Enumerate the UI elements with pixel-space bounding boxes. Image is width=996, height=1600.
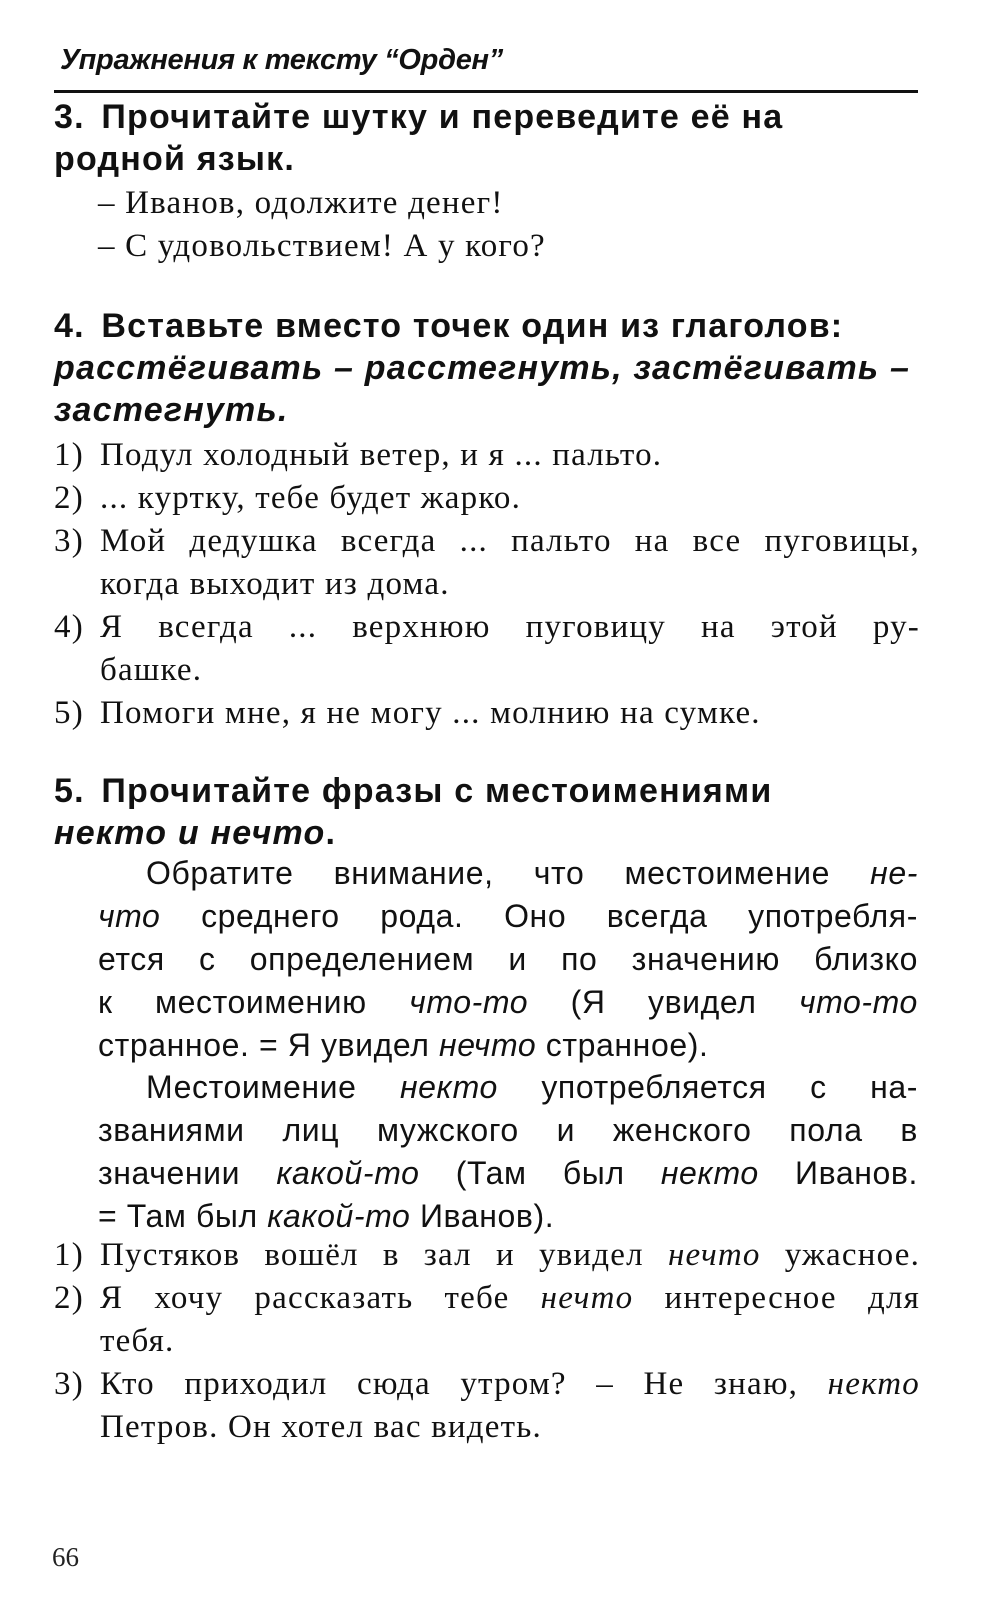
item-text-line-2: когда выходит из дома.	[100, 566, 450, 602]
item-number: 5)	[54, 695, 84, 731]
text-run: Не знаю,	[643, 1366, 799, 1402]
exercise-3-heading-line-2: родной язык.	[54, 140, 295, 178]
text-run: (Я увидел	[570, 984, 757, 1020]
item-text: ... куртку, тебе будет жарко.	[100, 480, 522, 516]
italic-run: некто	[827, 1366, 921, 1402]
text-run: Иванов.	[794, 1155, 918, 1191]
dialogue-line-2: – С удовольствием! А у кого?	[98, 228, 546, 264]
item-number: 2)	[54, 1280, 84, 1316]
exercise-4-item-5	[54, 692, 920, 735]
item-number: 3)	[54, 523, 84, 559]
text-run: ужасное.	[784, 1237, 921, 1273]
page-number: 66	[52, 1542, 79, 1572]
item-number: 4)	[54, 609, 84, 645]
text-run: среднего рода. Оно всегда употребля-	[201, 898, 918, 934]
text-run: к местоимению	[98, 984, 367, 1020]
exercise-5-item-2	[54, 1277, 920, 1363]
text-run: Кто приходил сюда утром? –	[100, 1366, 614, 1402]
dialogue-line-1: – Иванов, одолжите денег!	[98, 185, 504, 221]
italic-run: что-то	[798, 984, 918, 1020]
exercise-4-item-3	[54, 520, 920, 606]
text-run: употребляется с на-	[541, 1069, 918, 1105]
item-text: Помоги мне, я не могу ... молнию на сумке.	[100, 695, 761, 731]
exercise-4-instruction: Вставьте вместо точек один из глаголов:	[101, 307, 844, 345]
item-text: Подул холодный ветер, и я ... пальто.	[100, 437, 663, 473]
text-run: значении	[98, 1155, 241, 1191]
heading-period: .	[325, 814, 337, 852]
running-head: Упражнения к тексту “Орден”	[60, 44, 503, 76]
conjunction: и	[177, 814, 200, 852]
exercise-5-heading	[54, 770, 920, 854]
item-number: 2)	[54, 480, 84, 516]
text-run: Обратите внимание, что местоимение	[146, 855, 830, 891]
text-run: Петров. Он хотел вас видеть.	[100, 1409, 542, 1445]
exercise-4-item-1	[54, 434, 920, 477]
text-run: (Там был	[455, 1155, 625, 1191]
item-number: 1)	[54, 1237, 84, 1273]
text-run: Местоимение	[146, 1069, 357, 1105]
verb-list-line-2: застегнуть.	[54, 391, 289, 429]
header-rule	[54, 90, 918, 93]
rule-paragraph-1	[98, 852, 918, 1067]
exercise-4-heading	[54, 305, 920, 431]
italic-run: некто	[399, 1069, 498, 1105]
italic-run: что-то	[409, 984, 529, 1020]
item-text-line-1: Мой дедушка всегда ... пальто на все пуговицы,	[100, 523, 920, 559]
text-run: = Там был	[98, 1198, 258, 1234]
italic-run: некто	[660, 1155, 759, 1191]
item-number: 3)	[54, 1366, 84, 1402]
joke-dialogue	[98, 182, 918, 268]
text-run: интересное для	[664, 1280, 921, 1316]
italic-run: нечто	[540, 1280, 634, 1316]
italic-run: не-	[870, 855, 918, 891]
exercise-4-number: 4.	[54, 307, 85, 345]
pronoun-nechto: нечто	[210, 814, 326, 852]
exercise-4-item-4	[54, 606, 920, 692]
italic-run: нечто	[439, 1027, 537, 1063]
text-run: Иванов).	[419, 1198, 555, 1234]
text-run: странное).	[545, 1027, 709, 1063]
item-text-line-2: башке.	[100, 652, 203, 688]
item-number: 1)	[54, 437, 84, 473]
exercise-5-item-3	[54, 1363, 920, 1449]
exercise-3-heading-line-1: Прочитайте шутку и переведите её на	[101, 98, 784, 136]
exercise-4-item-2	[54, 477, 920, 520]
text-run: Пустяков вошёл в зал и увидел	[100, 1237, 644, 1273]
text-run: странное. = Я увидел	[98, 1027, 430, 1063]
exercise-5-item-1	[54, 1234, 920, 1277]
exercise-5-instruction: Прочитайте фразы с местоимениями	[101, 772, 773, 810]
text-run: тебя.	[100, 1323, 175, 1359]
exercise-3-number: 3.	[54, 98, 85, 136]
exercise-3-heading	[54, 96, 920, 180]
exercise-5-number: 5.	[54, 772, 85, 810]
italic-run: нечто	[667, 1237, 761, 1273]
verb-list-line-1: расстёгивать – расстегнуть, застёгивать –	[54, 349, 911, 387]
rule-paragraph-2	[98, 1066, 918, 1238]
italic-run: что	[98, 898, 161, 934]
text-run: ется с определением и по значению близко	[98, 941, 918, 977]
pronoun-nekto: некто	[54, 814, 168, 852]
italic-run: какой-то	[276, 1155, 420, 1191]
item-text-line-1: Я всегда ... верхнюю пуговицу на этой ру-	[100, 609, 920, 645]
text-run: званиями лиц мужского и женского пола в	[98, 1112, 918, 1148]
italic-run: какой-то	[267, 1198, 411, 1234]
text-run: Я хочу рассказать тебе	[100, 1280, 510, 1316]
